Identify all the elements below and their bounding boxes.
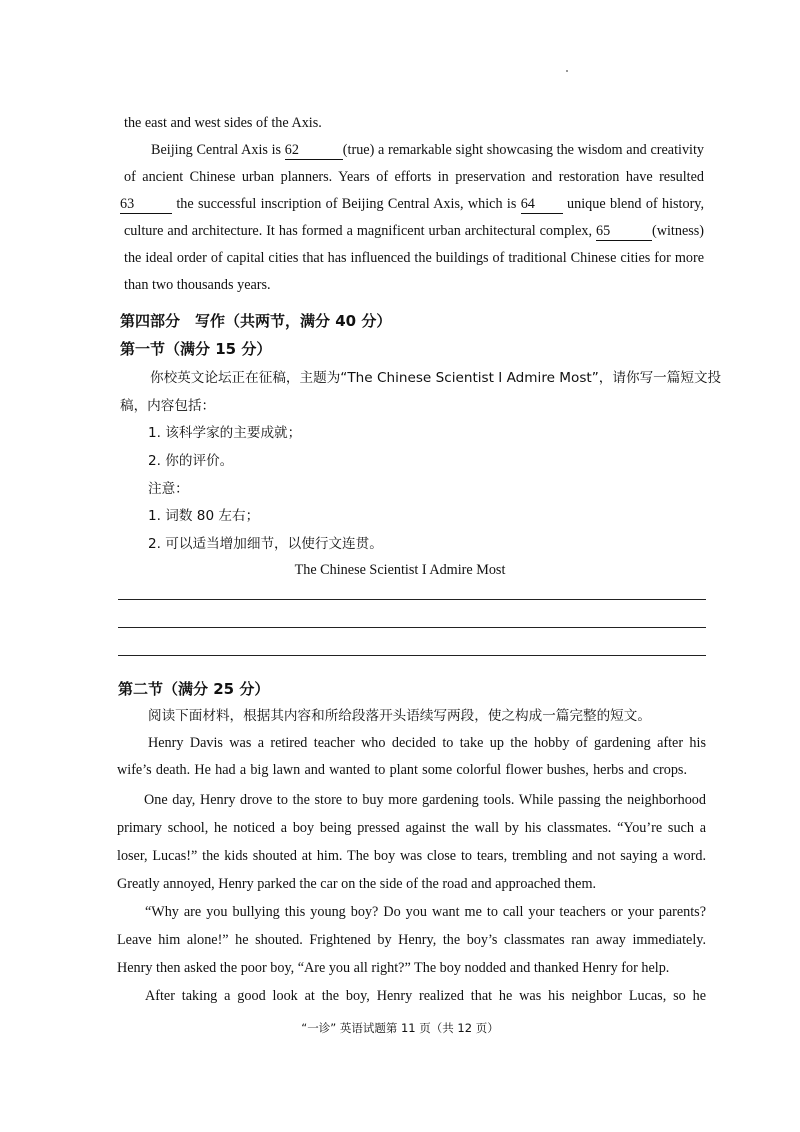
story-line: loser, Lucas!” the kids shouted at him. The boy was close to tears, trembling and not saying a word. xyxy=(117,848,706,864)
story-line: wife’s death. He had a big lawn and wanted to plant some colorful flower bushes, herbs and crops. xyxy=(117,762,687,778)
note-label: 注意： xyxy=(148,481,189,497)
story-line: One day, Henry drove to the store to buy more gardening tools. While passing the neighborhood xyxy=(144,792,706,808)
page-footer: “一诊” 英语试题第 11 页（共 12 页） xyxy=(301,1021,499,1035)
section1-instruction: 你校英文论坛正在征稿，主题为“The Chinese Scientist I Admire Most”，请你写一篇短文投 xyxy=(150,370,722,386)
story-line: Greatly annoyed, Henry parked the car on the side of the road and approached them. xyxy=(117,876,597,892)
section1-heading: 第一节（满分 15 分） xyxy=(120,340,272,358)
story-line: primary school, he noticed a boy being pressed against the wall by his classmates. “You’re such a xyxy=(117,820,706,836)
passage-text: culture and architecture. It has formed a magnificent urban architectural complex, xyxy=(124,223,593,239)
passage-line: the east and west sides of the Axis. xyxy=(124,115,322,131)
blank-62[interactable]: 62 xyxy=(285,142,343,160)
blank-65[interactable]: 65 xyxy=(596,223,652,241)
passage-line: the ideal order of capital cities that has influenced the buildings of traditional Chinese cities for more xyxy=(124,250,704,266)
section2-heading: 第二节（满分 25 分） xyxy=(118,680,270,698)
passage-line xyxy=(151,140,704,160)
writing-line[interactable] xyxy=(118,599,706,600)
note-item: 2. 可以适当增加细节，以使行文连贯。 xyxy=(148,536,383,552)
writing-line[interactable] xyxy=(118,627,706,628)
passage-line xyxy=(124,221,704,241)
story-line: “Why are you bullying this young boy? Do you want me to call your teachers or your parents? xyxy=(145,904,706,920)
blank-63[interactable]: 63 xyxy=(120,196,172,214)
passage-text: (true) a remarkable sight showcasing the wisdom and creativity xyxy=(342,142,705,158)
story-line: Henry Davis was a retired teacher who decided to take up the hobby of gardening after his xyxy=(148,735,706,751)
passage-line: of ancient Chinese urban planners. Years of efforts in preservation and restoration have resulted xyxy=(124,169,704,185)
story-line: Henry then asked the poor boy, “Are you all right?” The boy nodded and thanked Henry for help. xyxy=(117,960,670,976)
section2-instruction: 阅读下面材料，根据其内容和所给段落开头语续写两段，使之构成一篇完整的短文。 xyxy=(148,708,651,724)
section1-instruction: 稿，内容包括： xyxy=(120,398,216,414)
part4-heading: 第四部分 写作（共两节，满分 40 分） xyxy=(120,312,392,330)
blank-64[interactable]: 64 xyxy=(521,196,563,214)
passage-text: unique blend of history, xyxy=(567,196,705,212)
content-item: 1. 该科学家的主要成就； xyxy=(148,425,302,441)
passage-line xyxy=(120,194,704,214)
story-line: Leave him alone!” he shouted. Frightened by Henry, the boy’s classmates ran away immediately. xyxy=(117,932,706,948)
passage-text: Beijing Central Axis is xyxy=(151,142,282,158)
passage-line: than two thousands years. xyxy=(124,277,271,293)
passage-text: (witness) xyxy=(652,223,705,239)
note-item: 1. 词数 80 左右； xyxy=(148,508,260,524)
passage-text: the successful inscription of Beijing Central Axis, which is xyxy=(176,196,517,212)
writing-line[interactable] xyxy=(118,655,706,656)
content-item: 2. 你的评价。 xyxy=(148,453,234,469)
scan-speck xyxy=(566,70,568,72)
story-line: After taking a good look at the boy, Henry realized that he was his neighbor Lucas, so he xyxy=(145,988,706,1004)
essay-title: The Chinese Scientist I Admire Most xyxy=(294,562,506,578)
